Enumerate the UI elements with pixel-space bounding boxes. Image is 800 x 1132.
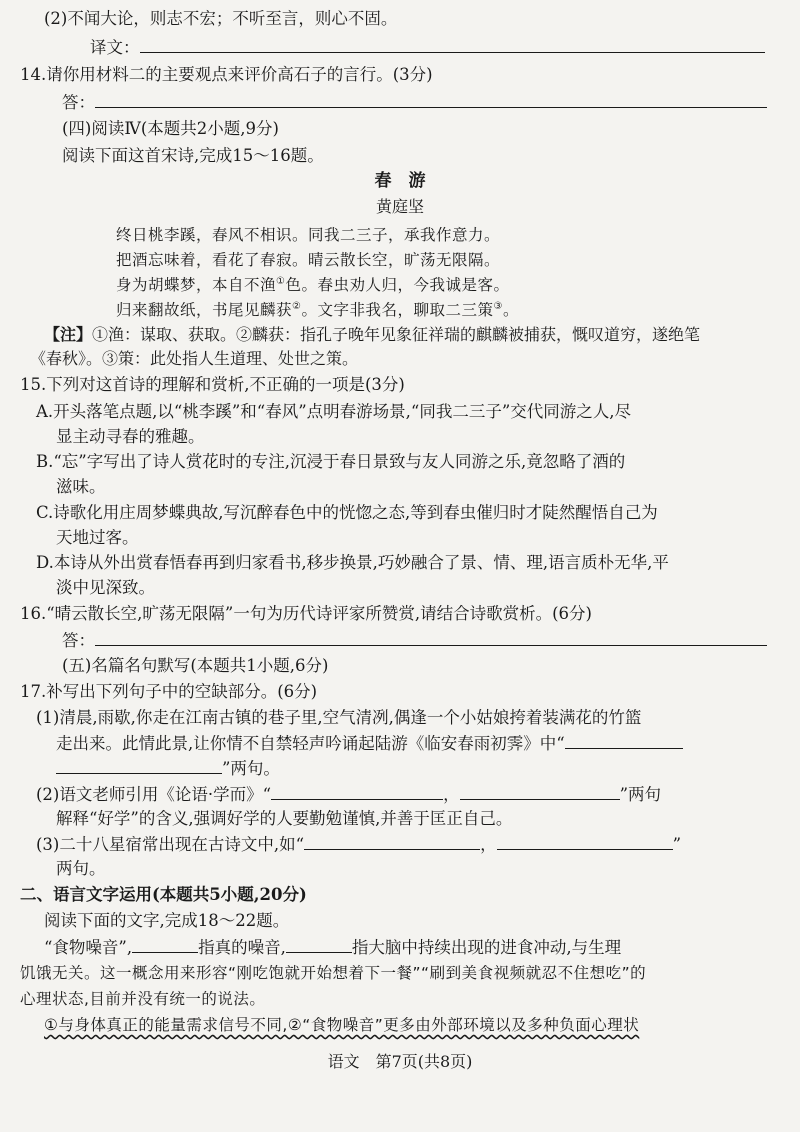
poem-line-3 bbox=[116, 274, 510, 296]
q17-part-1-end: ”两句。 bbox=[222, 759, 280, 778]
question-15-stem: 15.下列对这首诗的理解和赏析,不正确的一项是(3分) bbox=[20, 375, 405, 394]
poem-line-4c: 。 bbox=[502, 301, 519, 319]
comma: ， bbox=[443, 785, 460, 804]
poem-line-4 bbox=[116, 299, 519, 321]
passage-text-b: 指真的噪音, bbox=[198, 938, 286, 957]
q17-part-3-line-1 bbox=[36, 833, 681, 856]
passage-line-4: ①与身体真正的能量需求信号不同,②“食物噪音”更多由外部环境以及多种负面心理状 bbox=[44, 1016, 640, 1034]
answer-rule[interactable] bbox=[95, 91, 767, 108]
poem-note-line-1 bbox=[44, 324, 700, 346]
answer-rule[interactable] bbox=[95, 629, 767, 646]
q17-part-3-end: ” bbox=[672, 835, 681, 854]
q16-answer-line bbox=[62, 629, 767, 652]
fill-blank[interactable] bbox=[271, 783, 443, 800]
translate-label: 译文： bbox=[90, 38, 140, 57]
answer-label: 答： bbox=[62, 93, 95, 112]
poem-note-line-2: 《春秋》。③策：此处指人生道理、处世之策。 bbox=[30, 349, 359, 368]
poem-line-4a: 归来翻故纸，书尾见麟获 bbox=[116, 301, 293, 319]
answer-rule[interactable] bbox=[140, 36, 765, 53]
poem-author: 黄庭坚 bbox=[375, 197, 424, 216]
option-b-line-1[interactable]: B.“忘”字写出了诗人赏花时的专注,沉浸于春日景致与友人同游之乐,竟忽略了酒的 bbox=[36, 452, 626, 471]
q17-part-2-line-2: 解释“好学”的含义,强调好学的人要勤勉谨慎,并善于匡正自己。 bbox=[56, 809, 513, 828]
fill-blank[interactable] bbox=[132, 936, 198, 953]
option-c-line-1[interactable]: C.诗歌化用庄周梦蝶典故,写沉醉春色中的恍惚之态,等到春虫催归时才陡然醒悟自己为 bbox=[36, 503, 658, 522]
part-2-title: 二、语言文字运用(本题共5小题,20分) bbox=[20, 885, 307, 904]
question-14: 14.请你用材料二的主要观点来评价高石子的言行。(3分) bbox=[20, 65, 433, 84]
part-2-intro: 阅读下面的文字,完成18～22题。 bbox=[44, 911, 290, 930]
note-text-1: ①渔：谋取、获取。②麟获：指孔子晚年见象征祥瑞的麒麟被捕获，慨叹道穷，遂绝笔 bbox=[92, 325, 701, 344]
note-mark-3: ③ bbox=[493, 300, 503, 312]
fill-blank[interactable] bbox=[565, 732, 683, 749]
poem-line-4b: 。文字非我名，聊取二三策 bbox=[301, 301, 494, 319]
note-mark-1: ① bbox=[276, 275, 286, 287]
option-b-line-2[interactable]: 滋味。 bbox=[56, 477, 106, 496]
q17-part-3-text: (3)二十八星宿常出现在古诗文中,如“ bbox=[36, 835, 305, 854]
page-footer: 语文 第7页(共8页) bbox=[327, 1052, 473, 1071]
q13-item-2: (2)不闻大论，则志不宏；不听至言，则心不固。 bbox=[44, 9, 398, 28]
question-16: 16.“晴云散长空,旷荡无限隔”一句为历代诗评家所赞赏,请结合诗歌赏析。(6分) bbox=[20, 604, 592, 623]
section-5-title: (五)名篇名句默写(本题共1小题,6分) bbox=[62, 656, 329, 675]
poem-line-2: 把酒忘味着，看花了春寂。晴云散长空，旷荡无限隔。 bbox=[116, 251, 501, 269]
passage-line-1 bbox=[44, 936, 621, 959]
fill-blank[interactable] bbox=[304, 833, 480, 850]
poem-title: 春 游 bbox=[374, 171, 426, 191]
fill-blank[interactable] bbox=[286, 936, 352, 953]
passage-text-c: 指大脑中持续出现的进食冲动,与生理 bbox=[351, 938, 622, 957]
translate-line bbox=[90, 36, 765, 59]
comma: ， bbox=[480, 835, 497, 854]
poem-line-3a: 身为胡蝶梦，本自不渔 bbox=[116, 276, 277, 294]
note-mark-2: ② bbox=[292, 300, 302, 312]
q17-part-1-line-1: (1)清晨,雨歇,你走在江南古镇的巷子里,空气清冽,偶逢一个小姑娘挎着装满花的竹篮 bbox=[36, 708, 642, 727]
poem-line-3b: 色。春虫劝人归，今我诚是客。 bbox=[285, 276, 510, 294]
passage-line-3: 心理状态,目前并没有统一的说法。 bbox=[20, 990, 266, 1008]
poem-line-1: 终日桃李蹊，春风不相识。同我二三子，承我作意力。 bbox=[116, 226, 501, 244]
q14-answer-line bbox=[62, 91, 767, 114]
option-d-line-1[interactable]: D.本诗从外出赏春悟春再到归家看书,移步换景,巧妙融合了景、情、理,语言质朴无华,平 bbox=[36, 553, 669, 572]
q17-part-3-line-2: 两句。 bbox=[56, 859, 106, 878]
q17-part-2-line-1 bbox=[36, 783, 661, 806]
answer-label: 答： bbox=[62, 631, 95, 650]
passage-text-a: “食物噪音”, bbox=[44, 938, 133, 957]
fill-blank[interactable] bbox=[497, 833, 673, 850]
q17-part-1-line-3 bbox=[56, 757, 280, 780]
q17-part-2-end: ”两句 bbox=[619, 785, 661, 804]
fill-blank[interactable] bbox=[56, 757, 222, 774]
q17-part-1-line-2 bbox=[56, 732, 683, 755]
section-4-intro: 阅读下面这首宋诗,完成15～16题。 bbox=[62, 146, 324, 165]
passage-line-2: 饥饿无关。这一概念用来形容“刚吃饱就开始想着下一餐”“刷到美食视频就忍不住想吃”的 bbox=[20, 964, 647, 982]
q17-part-1-text: 走出来。此情此景,让你情不自禁轻声吟诵起陆游《临安春雨初霁》中“ bbox=[56, 734, 565, 753]
option-a-line-2[interactable]: 显主动寻春的雅趣。 bbox=[56, 427, 205, 446]
option-d-line-2[interactable]: 淡中见深致。 bbox=[56, 578, 155, 597]
q17-part-2-text: (2)语文老师引用《论语·学而》“ bbox=[36, 785, 272, 804]
question-17-stem: 17.补写出下列句子中的空缺部分。(6分) bbox=[20, 682, 318, 701]
note-label: 【注】 bbox=[44, 325, 93, 344]
section-4-title: (四)阅读Ⅳ(本题共2小题,9分) bbox=[62, 119, 279, 138]
option-a-line-1[interactable]: A.开头落笔点题,以“桃李蹊”和“春风”点明春游场景,“同我二三子”交代同游之人,尽 bbox=[36, 402, 632, 421]
fill-blank[interactable] bbox=[460, 783, 620, 800]
option-c-line-2[interactable]: 天地过客。 bbox=[56, 528, 139, 547]
